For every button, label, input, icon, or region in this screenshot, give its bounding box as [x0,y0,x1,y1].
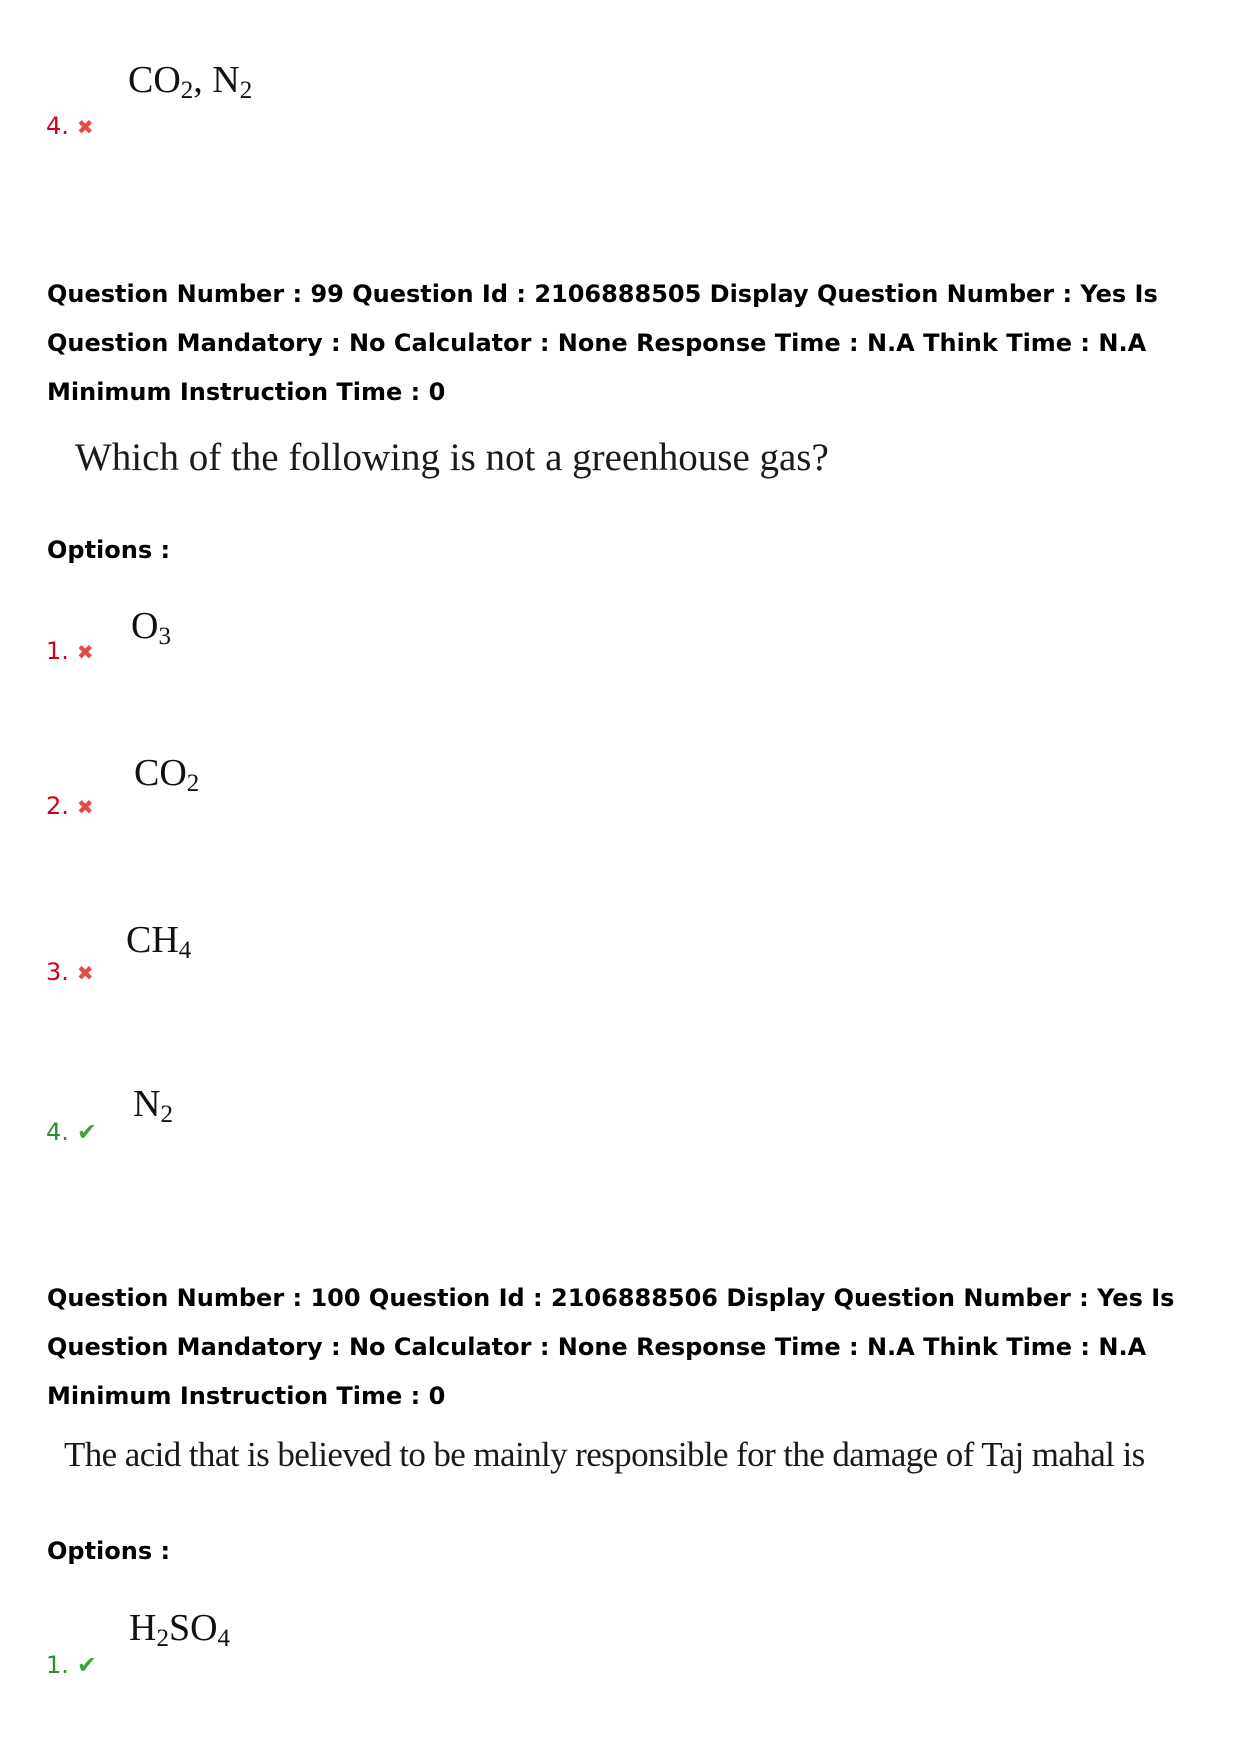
cross-icon: ✖ [76,961,94,985]
option-formula [126,918,191,965]
option-formula [129,1606,230,1653]
formula-text: , N [193,59,240,101]
formula-subscript: 2 [160,1101,173,1128]
cross-icon: ✖ [76,115,94,139]
formula-subscript: 2 [186,770,200,797]
formula-text: O [131,605,159,647]
option-formula [133,1082,173,1129]
formula-text: H [129,1607,157,1649]
formula-text: CO [134,752,187,794]
check-icon: ✔ [76,1118,98,1146]
question-text: Which of the following is not a greenhouse gas? [75,436,829,479]
check-icon: ✔ [76,1651,98,1679]
cross-icon: ✖ [76,795,94,819]
formula-subscript: 3 [158,623,171,650]
formula-text: SO [168,1607,218,1649]
option-formula [134,751,199,798]
cross-icon: ✖ [76,640,94,664]
option-number: 3. ✖ [46,958,94,986]
option-number: 4. ✖ [46,112,94,140]
question-text: The acid that is believed to be mainly responsible for the damage of Taj mahal is [64,1435,1145,1474]
option-formula [131,604,171,651]
options-label: Options : [47,1537,171,1565]
formula-text: N [133,1083,161,1125]
formula-subscript: 2 [156,1625,169,1652]
formula-subscript: 4 [217,1625,231,1652]
formula-subscript: 4 [178,937,192,964]
question-meta: Question Number : 100 Question Id : 2106888506 Display Question Number : Yes Is Question Mandatory : No Calculator : None Response Time : N.A Think Time : N.A Minimum Instruction Time : 0 [47,1284,1175,1410]
question-meta: Question Number : 99 Question Id : 2106888505 Display Question Number : Yes Is Question Mandatory : No Calculator : None Response Time : N.A Think Time : N.A Minimum Instruction Time : 0 [47,280,1158,406]
formula-subscript: 2 [180,77,194,104]
option-number: 1. ✖ [46,637,94,665]
formula-subscript: 2 [239,77,253,104]
options-label: Options : [47,536,171,564]
option-number: 4. ✔ [46,1118,98,1146]
formula-text: CH [126,919,179,961]
formula-text: CO [128,59,181,101]
option-formula [128,58,252,105]
option-number: 2. ✖ [46,792,94,820]
option-number: 1. ✔ [46,1651,98,1679]
